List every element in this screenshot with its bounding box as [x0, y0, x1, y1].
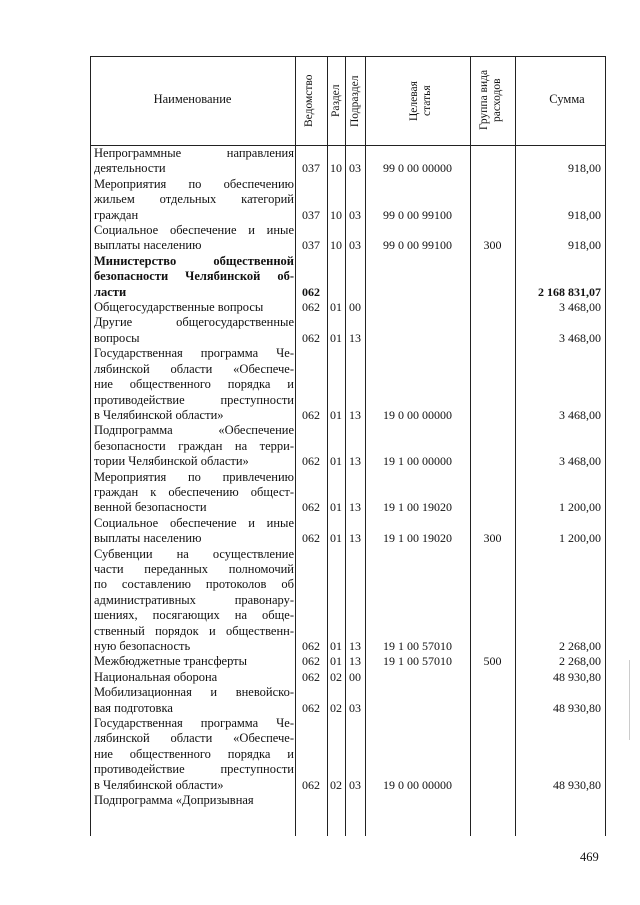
row-name: [90, 423, 294, 469]
table-row: [90, 670, 606, 685]
row-razdel: 01: [330, 300, 342, 315]
row-summa: 48 930,80: [553, 669, 601, 684]
row-celevaya: 19 0 00 00000: [383, 407, 452, 422]
row-summa: 48 930,80: [553, 777, 601, 792]
row-summa: 2 168 831,07: [538, 284, 601, 299]
row-name-line: венной безопасности: [94, 500, 207, 515]
row-name-line: безопасности граждан на терри-: [94, 438, 294, 453]
header-gruppa-line1: Группа вида: [478, 69, 490, 131]
table-row: [90, 146, 606, 177]
header-gruppa: [478, 58, 504, 142]
row-podrazdel: 13: [349, 531, 361, 546]
row-name: [90, 470, 294, 516]
header-celevaya: [408, 62, 434, 140]
row-podrazdel: 13: [349, 500, 361, 515]
header-celevaya-line1: Целевая: [408, 81, 420, 121]
row-summa: 918,00: [568, 207, 601, 222]
row-name: [90, 177, 294, 223]
row-razdel: 02: [330, 700, 342, 715]
row-name-line: граждан к обеспечению общест-: [94, 484, 294, 499]
row-summa: 2 268,00: [559, 654, 601, 669]
table-row: [90, 177, 606, 223]
table-row: [90, 423, 606, 469]
row-name-line: противодействие преступности: [94, 762, 294, 777]
row-vedomstvo: 062: [302, 700, 320, 715]
row-razdel: 01: [330, 454, 342, 469]
row-razdel: 01: [330, 654, 342, 669]
page-number: 469: [580, 850, 599, 864]
row-name: [90, 685, 294, 716]
row-razdel: 01: [330, 407, 342, 422]
row-razdel: 01: [330, 639, 342, 653]
table-row: [90, 300, 606, 315]
table-row: [90, 716, 606, 793]
table-row: [90, 516, 606, 547]
row-name-line: Социальное обеспечение и иные: [94, 223, 294, 238]
budget-table: [90, 56, 606, 836]
row-name-line: ласти: [94, 284, 127, 299]
row-name-line: в Челябинской области»: [94, 777, 224, 792]
row-name-line: Подпрограмма «Допризывная: [94, 793, 254, 808]
row-name-line: выплаты населению: [94, 531, 202, 546]
row-razdel: 10: [330, 207, 342, 222]
row-name-line: Министерство общественной: [94, 253, 294, 268]
row-razdel: 01: [330, 330, 342, 345]
row-name-line: Общегосударственные вопросы: [94, 300, 264, 315]
row-name-line: ственный порядок и общественн-: [94, 623, 294, 638]
row-vedomstvo: 062: [302, 639, 320, 653]
row-gruppa: 500: [483, 654, 502, 669]
row-name-line: лябинской области «Обеспече-: [94, 731, 294, 746]
row-vedomstvo: 037: [302, 161, 320, 176]
row-name-line: Социальное обеспечение и иные: [94, 515, 294, 530]
row-summa: 3 468,00: [559, 454, 601, 469]
row-podrazdel: 03: [349, 161, 361, 176]
row-name: [90, 793, 294, 808]
row-name-line: Мероприятия по обеспечению: [94, 176, 294, 191]
row-name-line: вопросы: [94, 330, 140, 345]
row-podrazdel: 13: [349, 330, 361, 345]
table-row: [90, 346, 606, 423]
row-podrazdel: 03: [349, 238, 361, 253]
row-name-line: ние общественного порядка и: [94, 746, 294, 761]
row-name-line: безопасности Челябинской об-: [94, 269, 294, 284]
row-summa: 1 200,00: [559, 500, 601, 515]
scan-edge: [629, 660, 630, 740]
row-summa: 918,00: [568, 238, 601, 253]
row-name: [90, 223, 294, 254]
row-name: [90, 670, 294, 685]
row-name-line: ную безопасность: [94, 639, 191, 653]
row-name-line: лябинской области «Обеспече-: [94, 361, 294, 376]
row-celevaya: 99 0 00 99100: [383, 207, 452, 222]
row-name-line: части переданных полномочий: [94, 561, 294, 576]
table-body: [90, 146, 606, 808]
table-row: [90, 223, 606, 254]
row-razdel: 10: [330, 161, 342, 176]
row-podrazdel: 13: [349, 639, 361, 653]
header-celevaya-line2: статья: [421, 85, 433, 117]
row-podrazdel: 03: [349, 700, 361, 715]
row-name: [90, 315, 294, 346]
row-name-line: граждан: [94, 207, 139, 222]
row-vedomstvo: 062: [302, 454, 320, 469]
row-name-line: жильем отдельных категорий: [94, 192, 294, 207]
row-podrazdel: 03: [349, 207, 361, 222]
row-podrazdel: 13: [349, 654, 361, 669]
row-razdel: 01: [330, 531, 342, 546]
row-name: [90, 254, 294, 300]
row-name: [90, 300, 294, 315]
row-summa: 918,00: [568, 161, 601, 176]
table-row: [90, 254, 606, 300]
row-vedomstvo: 062: [302, 500, 320, 515]
row-vedomstvo: 062: [302, 777, 320, 792]
row-celevaya: 99 0 00 99100: [383, 238, 452, 253]
header-razdel: Раздел: [330, 84, 342, 118]
row-name-line: Субвенции на осуществление: [94, 546, 294, 561]
row-vedomstvo: 062: [302, 654, 320, 669]
row-name-line: по составлению протоколов об: [94, 577, 294, 592]
row-razdel: 10: [330, 238, 342, 253]
row-celevaya: 19 1 00 57010: [383, 639, 452, 653]
row-name-line: Мероприятия по привлечению: [94, 469, 294, 484]
row-vedomstvo: 062: [302, 300, 320, 315]
row-vedomstvo: 037: [302, 238, 320, 253]
table-row: [90, 793, 606, 808]
row-name-line: противодействие преступности: [94, 392, 294, 407]
row-name: [90, 547, 294, 655]
row-razdel: 02: [330, 777, 342, 792]
row-razdel: 02: [330, 669, 342, 684]
row-name-line: Межбюджетные трансферты: [94, 654, 248, 669]
table-row: [90, 470, 606, 516]
row-summa: 3 468,00: [559, 300, 601, 315]
row-name-line: Другие общегосударственные: [94, 315, 294, 330]
row-summa: 3 468,00: [559, 330, 601, 345]
row-name: [90, 146, 294, 177]
row-celevaya: 19 1 00 57010: [383, 654, 452, 669]
row-gruppa: 300: [483, 238, 502, 253]
row-celevaya: 19 1 00 00000: [383, 454, 452, 469]
header-summa: Сумма: [549, 92, 585, 106]
row-name-line: Государственная программа Че-: [94, 346, 294, 361]
row-name-line: административных правонару-: [94, 592, 294, 607]
row-vedomstvo: 062: [302, 407, 320, 422]
row-name-line: Государственная программа Че-: [94, 716, 294, 731]
row-podrazdel: 03: [349, 777, 361, 792]
row-celevaya: 19 1 00 19020: [383, 531, 452, 546]
row-name-line: ние общественного порядка и: [94, 377, 294, 392]
row-summa: 1 200,00: [559, 531, 601, 546]
table-row: [90, 547, 606, 655]
row-vedomstvo: 062: [302, 284, 320, 299]
row-summa: 3 468,00: [559, 407, 601, 422]
row-gruppa: 300: [483, 531, 502, 546]
header-vedomstvo: Ведомство: [303, 74, 315, 128]
row-name-line: Подпрограмма «Обеспечение: [94, 423, 294, 438]
row-razdel: 01: [330, 500, 342, 515]
row-summa: 48 930,80: [553, 700, 601, 715]
row-name-line: выплаты населению: [94, 238, 202, 253]
row-name: [90, 716, 294, 793]
row-podrazdel: 00: [349, 300, 361, 315]
row-podrazdel: 13: [349, 407, 361, 422]
row-name: [90, 516, 294, 547]
row-name-line: шениях, посягающих на обще-: [94, 608, 294, 623]
row-vedomstvo: 062: [302, 669, 320, 684]
row-name-line: Мобилизационная и вневойско-: [94, 685, 294, 700]
table-top-border: [90, 56, 606, 57]
row-podrazdel: 00: [349, 669, 361, 684]
row-vedomstvo: 062: [302, 330, 320, 345]
header-gruppa-line2: расходов: [491, 78, 503, 122]
row-podrazdel: 13: [349, 454, 361, 469]
row-celevaya: 19 0 00 00000: [383, 777, 452, 792]
row-celevaya: 19 1 00 19020: [383, 500, 452, 515]
header-name: Наименование: [153, 92, 232, 106]
row-name-line: вая подготовка: [94, 700, 173, 715]
row-celevaya: 99 0 00 00000: [383, 161, 452, 176]
row-name-line: Национальная оборона: [94, 669, 218, 684]
row-name-line: тории Челябинской области»: [94, 454, 249, 469]
row-name: [90, 346, 294, 423]
row-name-line: Непрограммные направления: [94, 146, 294, 160]
row-name-line: деятельности: [94, 161, 166, 176]
row-name: [90, 654, 294, 669]
table-row: [90, 315, 606, 346]
header-podrazdel: Подраздел: [349, 75, 361, 127]
row-name-line: в Челябинской области»: [94, 407, 224, 422]
table-row: [90, 685, 606, 716]
table-row: [90, 654, 606, 669]
row-vedomstvo: 037: [302, 207, 320, 222]
row-summa: 2 268,00: [559, 639, 601, 653]
row-vedomstvo: 062: [302, 531, 320, 546]
